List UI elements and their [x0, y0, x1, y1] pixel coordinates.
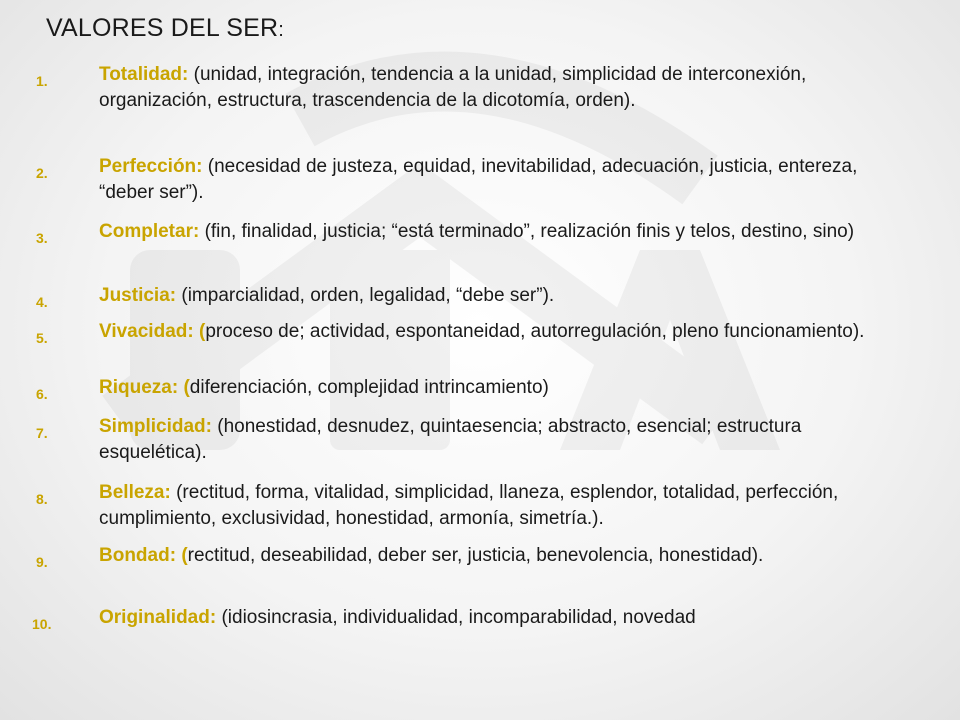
item-term: Riqueza: (	[99, 377, 190, 398]
item-description: rectitud, deseabilidad, deber ser, justicia, benevolencia, honestidad).	[187, 545, 764, 566]
item-term: Completar:	[99, 221, 200, 242]
item-number: 10.	[32, 616, 52, 632]
item-term: Vivacidad: (	[99, 321, 206, 342]
item-description: proceso de; actividad, espontaneidad, autorregulación, pleno funcionamiento).	[205, 321, 865, 342]
item-description: (fin, finalidad, justicia; “está terminado”, realización finis y telos, destino, sino)	[204, 221, 855, 242]
item-description: diferenciación, complejidad intrincamiento)	[189, 377, 549, 398]
item-description: (idiosincrasia, individualidad, incomparabilidad, novedad	[221, 607, 696, 628]
item-description: (unidad, integración, tendencia a la unidad, simplicidad de interconexión, organización, estructura, trascendencia de la dicotomía, orden).	[99, 64, 807, 111]
slide-title-colon: :	[278, 19, 285, 41]
item-number: 9.	[36, 554, 48, 570]
item-number: 4.	[36, 294, 48, 310]
item-term: Bondad: (	[99, 545, 188, 566]
item-number: 8.	[36, 491, 48, 507]
item-description: (imparcialidad, orden, legalidad, “debe ser”).	[181, 285, 555, 306]
item-term: Totalidad:	[99, 64, 189, 85]
item-number: 3.	[36, 230, 48, 246]
item-number: 5.	[36, 330, 48, 346]
item-number: 6.	[36, 386, 48, 402]
item-term: Belleza:	[99, 482, 171, 503]
item-term: Simplicidad:	[99, 416, 212, 437]
item-number: 7.	[36, 425, 48, 441]
item-term: Justicia:	[99, 285, 177, 306]
item-description: (honestidad, desnudez, quintaesencia; abstracto, esencial; estructura esquelética).	[99, 416, 802, 463]
item-number: 2.	[36, 165, 48, 181]
slide-title	[46, 14, 284, 43]
item-description: (necesidad de justeza, equidad, inevitabilidad, adecuación, justicia, entereza, “deber ser”).	[99, 156, 858, 203]
slide-title-text: VALORES DEL SER	[46, 14, 279, 42]
item-term: Perfección:	[99, 156, 203, 177]
item-description: (rectitud, forma, vitalidad, simplicidad, llaneza, esplendor, totalidad, perfección, cumplimiento, exclusividad, honestidad, armonía, simetría.).	[99, 482, 839, 529]
item-number: 1.	[36, 73, 48, 89]
item-term: Originalidad:	[99, 607, 217, 628]
